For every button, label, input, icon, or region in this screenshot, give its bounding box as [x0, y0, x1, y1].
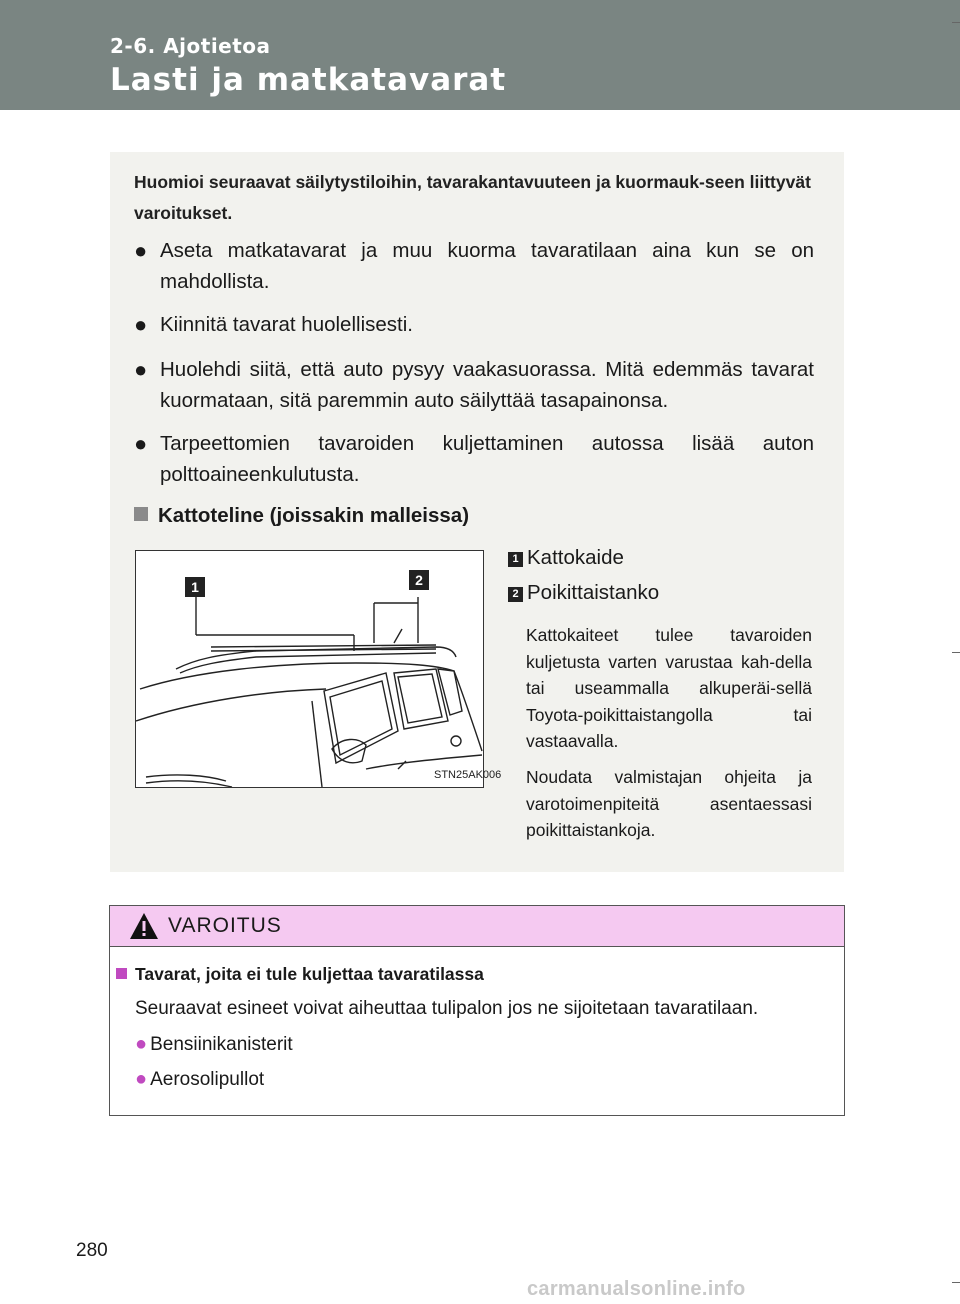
callout-1-badge: 1: [185, 577, 205, 597]
list-item: ● Kiinnitä tavarat huolellisesti.: [134, 309, 814, 340]
roof-rack-figure: [135, 550, 502, 788]
warning-box: [109, 905, 845, 1116]
warning-subheading: Tavarat, joita ei tule kuljettaa tavaratilassa: [116, 964, 484, 985]
page-number: 280: [76, 1240, 108, 1261]
legend-item-cross-bar: 2 Poikittaistanko: [508, 581, 659, 605]
list-item: ● Aerosolipullot: [135, 1068, 265, 1090]
warning-header: [110, 906, 844, 947]
bullet-icon: ●: [134, 357, 148, 382]
list-item: ● Bensiinikanisterit: [135, 1033, 293, 1055]
page-title: Lasti ja matkatavarat: [110, 62, 507, 98]
info-panel: [110, 152, 844, 872]
bullet-icon: ●: [135, 1068, 148, 1090]
legend-number-badge: 2: [508, 587, 523, 602]
square-bullet-icon: [134, 507, 148, 521]
bullet-icon: ●: [134, 238, 148, 263]
figure-code: STN25AK006: [434, 769, 502, 781]
warning-triangle-icon: [129, 912, 159, 940]
roof-rack-note: Noudata valmistajan ohjeita ja varotoimenpiteitä asentaessasi poikittaistankoja.: [526, 767, 812, 840]
intro-text: Huomioi seuraavat säilytystiloihin, tavarakantavuuteen ja kuormauk-seen liittyvät varoitukset.: [134, 172, 811, 223]
roof-rack-note: Kattokaiteet tulee tavaroiden kuljetusta varten varustaa kah-della tai useammalla alkuperäi-sellä Toyota-poikittaistangolla tai vastaavalla.: [526, 625, 812, 751]
legend-number-badge: 1: [508, 552, 523, 567]
section-label: 2-6. Ajotietoa: [110, 34, 271, 58]
crop-mark: [952, 22, 960, 23]
callout-2-badge: 2: [409, 570, 429, 590]
warning-body: Seuraavat esineet voivat aiheuttaa tulipalon jos ne sijoitetaan tavaratilaan.: [135, 998, 759, 1019]
list-item: ● Tarpeettomien tavaroiden kuljettaminen autossa lisää auton polttoaineenkulutusta.: [134, 428, 814, 490]
warning-title: VAROITUS: [168, 914, 282, 937]
bullet-icon: ●: [134, 431, 148, 456]
crop-mark: [952, 1282, 960, 1283]
chapter-header: [0, 0, 960, 110]
roof-rack-heading: Kattoteline (joissakin malleissa): [134, 504, 469, 528]
watermark: carmanualsonline.info: [527, 1278, 746, 1300]
legend-item-roof-rail: 1 Kattokaide: [508, 546, 624, 570]
crop-mark: [952, 652, 960, 653]
bullet-icon: ●: [135, 1033, 148, 1055]
list-item: ● Huolehdi siitä, että auto pysyy vaakasuorassa. Mitä edemmäs tavarat kuormataan, sitä paremmin auto säilyttää tasapainonsa.: [134, 354, 814, 416]
list-item: ● Aseta matkatavarat ja muu kuorma tavaratilaan aina kun se on mahdollista.: [134, 235, 814, 297]
square-bullet-icon: [116, 968, 127, 979]
bullet-icon: ●: [134, 312, 148, 337]
